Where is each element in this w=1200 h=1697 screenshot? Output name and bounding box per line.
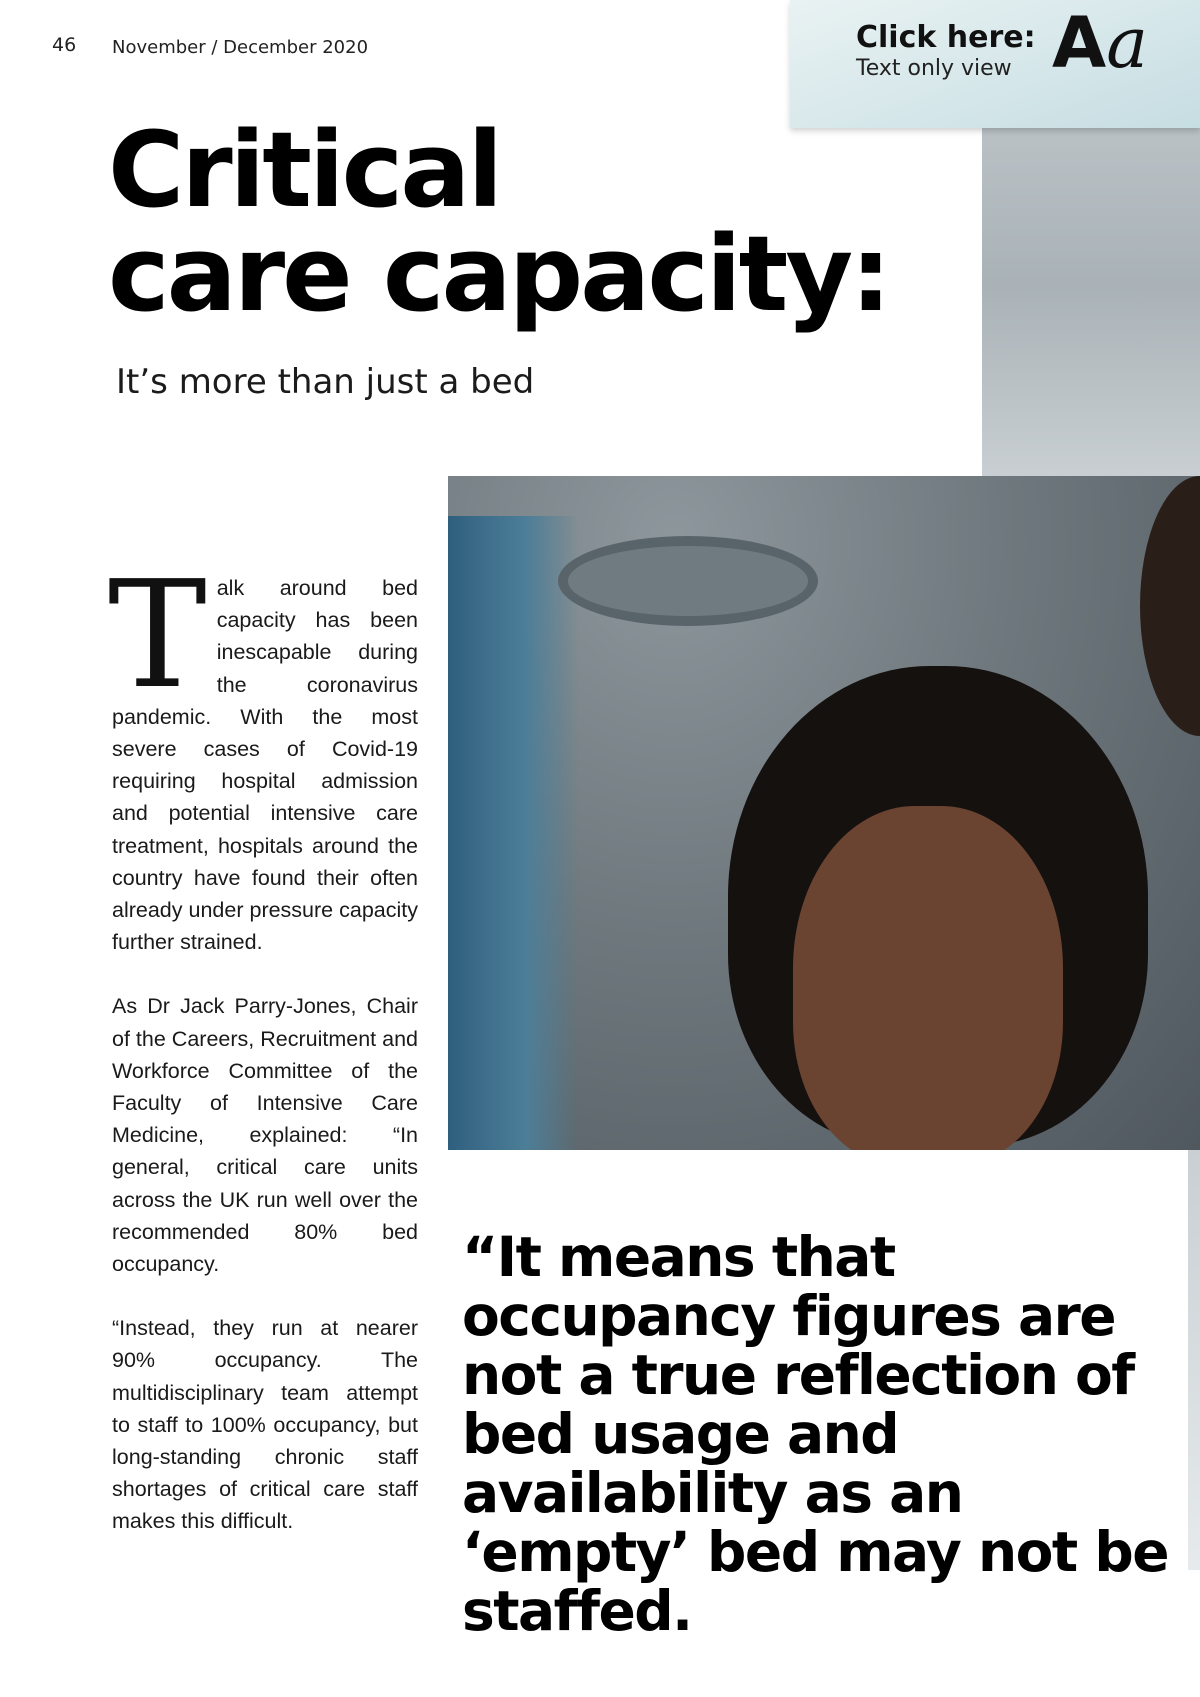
aa-icon-low: a <box>1106 2 1148 84</box>
article-photo <box>448 476 1200 1150</box>
page-number: 46 <box>52 34 77 56</box>
photo-second-person <box>1140 476 1200 736</box>
headline-line-1: Critical <box>108 109 501 231</box>
photo-ceiling-vent <box>558 536 818 626</box>
text-only-view-button[interactable] <box>790 0 1200 128</box>
aa-icon-cap: A <box>1052 2 1107 84</box>
photo-lower-strip <box>1188 1150 1200 1570</box>
article-body <box>108 549 418 1570</box>
photo-face <box>793 806 1063 1150</box>
paragraph-2: As Dr Jack Parry-Jones, Chair of the Careers, Recruitment and Workforce Committee of the Faculty of Intensive Care Medicine, explained: “In general, critical care units across the UK run well over the recommended 80% bed occupancy. <box>112 994 418 1277</box>
paragraph-1 <box>108 549 418 958</box>
text-size-aa-icon <box>1052 2 1148 84</box>
paragraph-3: “Instead, they run at nearer 90% occupancy. The multidisciplinary team attempt to staff to 100% occupancy, but long-standing chronic staff shortages of critical care staff makes this difficult. <box>112 1316 418 1534</box>
drop-cap: T <box>108 549 207 721</box>
paragraph-1-text: alk around bed capacity has been inescapable during the coronavirus pandemic. With the most severe cases of Covid-19 requiring hospital admission and potential intensive care treatment, hospitals around the country have found their often already under pressure capacity further strained. <box>112 576 418 955</box>
issue-date: November / December 2020 <box>112 37 369 58</box>
photo-blurred-shoulder <box>448 516 578 1150</box>
text-only-view-label: Text only view <box>856 56 1012 81</box>
subtitle: It’s more than just a bed <box>116 362 535 402</box>
pull-quote: “It means that occupancy figures are not a true reflection of bed usage and availability as an ‘empty’ bed may not be staffed. <box>462 1225 1169 1643</box>
page-title <box>108 109 978 335</box>
click-here-label: Click here: <box>856 20 1036 55</box>
headline-line-2: care capacity: <box>108 213 889 335</box>
photo-upper-section <box>982 128 1200 478</box>
